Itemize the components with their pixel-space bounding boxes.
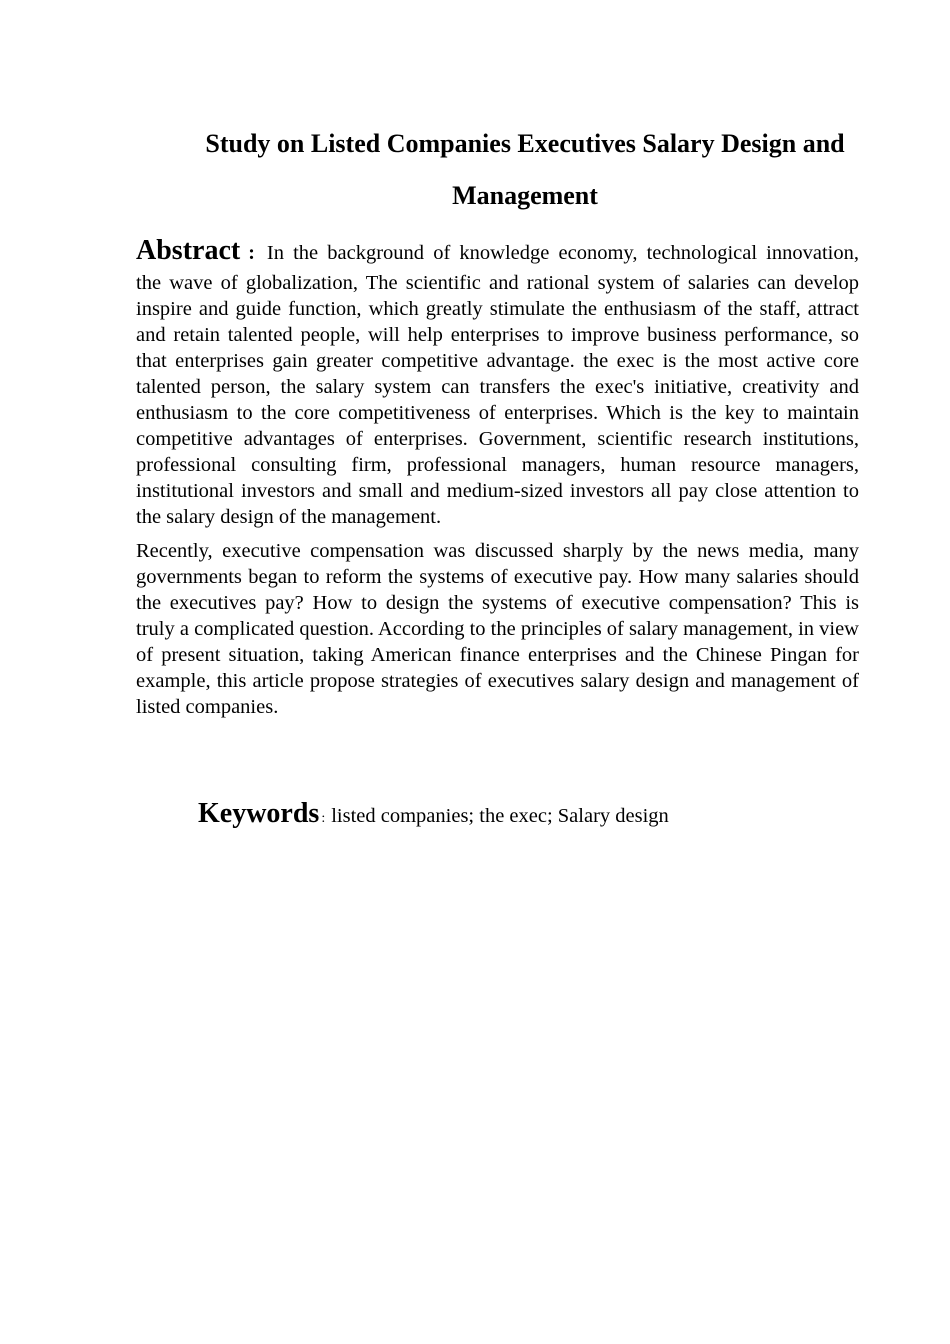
keywords-colon: :	[321, 811, 326, 826]
keywords-label: Keywords	[198, 798, 320, 829]
abstract-text-1: In the background of knowledge economy, technological innovation, the wave of globalization, The scientific and rational system of salaries can develop inspire and guide function, which greatly stimulate the enthusiasm of the staff, attract and retain talented people, will help enterprises to improve business performance, so that enterprises gain greater competitive advantage. the exec is the most active core talented person, the salary system can transfers the exec's initiative, creativity and enthusiasm to the core competitiveness of enterprises. Which is the key to maintain competitive advantages of enterprises. Government, scientific research institutions, professional consulting firm, professional managers, human resource managers, institutional investors and small and medium-sized investors all pay close attention to the salary design of the management.	[136, 242, 859, 528]
abstract-label: Abstract	[136, 235, 241, 266]
paper-title: Study on Listed Companies Executives Salary Design and Management	[205, 129, 845, 210]
keywords-text: listed companies; the exec; Salary design	[331, 805, 669, 827]
abstract-paragraph-2: Recently, executive compensation was discussed sharply by the news media, many governments began to reform the systems of executive pay. How many salaries should the executives pay? How to design the systems of executive compensation? This is truly a complicated question. According to the principles of salary management, in view of present situation, taking American finance enterprises and the Chinese Pingan for example, this article propose strategies of executives salary design and management of listed companies.	[136, 540, 859, 718]
abstract-colon: :	[248, 242, 255, 264]
keywords-section	[198, 796, 858, 837]
abstract-section	[136, 232, 859, 720]
abstract-paragraph-1	[136, 232, 859, 530]
